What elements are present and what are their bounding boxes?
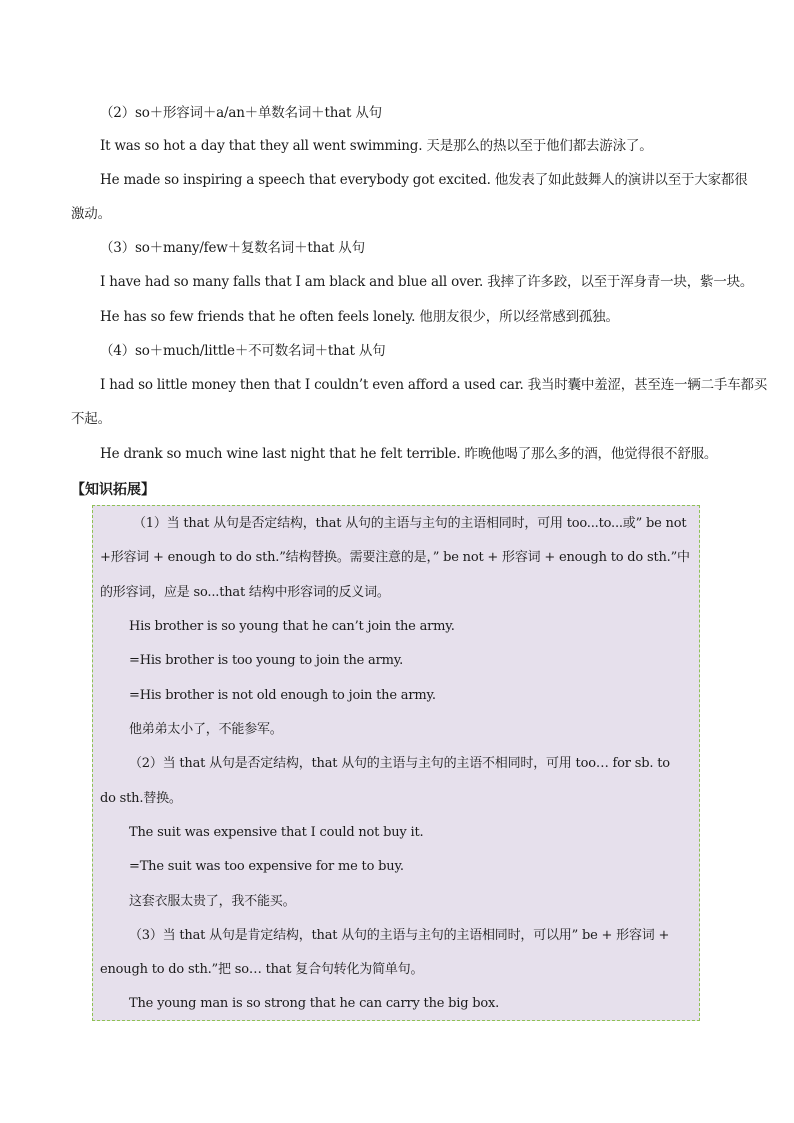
example-sentence: He made so inspiring a speech that everybody got excited. 他发表了如此鼓舞人的演讲以至于大家都很 <box>100 172 748 188</box>
example-sentence: I have had so many falls that I am black and blue all over. 我摔了许多跤，以至于浑身青一块，紫一块。 <box>100 274 754 290</box>
example-sentence: He has so few friends that he often feels lonely. 他朋友很少，所以经常感到孤独。 <box>100 309 619 325</box>
box-paragraph-3-cont: enough to do sth.”把 so… that 复合句转化为简单句。 <box>100 962 424 977</box>
box-example: The young man is so strong that he can carry the big box. <box>129 996 500 1011</box>
example-sentence: He drank so much wine last night that he felt terrible. 昨晚他喝了那么多的酒，他觉得很不舒服。 <box>100 446 718 462</box>
box-example: His brother is so young that he can’t join the army. <box>129 619 455 634</box>
box-example: =His brother is too young to join the army. <box>129 653 404 668</box>
box-paragraph-1-cont: 的形容词，应是 so...that 结构中形容词的反义词。 <box>100 585 390 600</box>
knowledge-extension-heading: 【知识拓展】 <box>71 482 155 498</box>
box-paragraph-1: （1）当 that 从句是否定结构，that 从句的主语与主句的主语相同时，可用 too...to...或” be not <box>133 516 687 531</box>
subheading-3: （3）so＋many/few＋复数名词＋that 从句 <box>100 240 365 256</box>
example-sentence-cont: 激动。 <box>71 206 111 222</box>
box-example: The suit was expensive that I could not buy it. <box>129 825 424 840</box>
box-example: =The suit was too expensive for me to buy. <box>129 859 404 874</box>
box-paragraph-2: （2）当 that 从句是否定结构，that 从句的主语与主句的主语不相同时，可用 too… for sb. to <box>129 756 670 771</box>
example-sentence-cont: 不起。 <box>71 411 111 427</box>
box-paragraph-2-cont: do sth.替换。 <box>100 791 182 806</box>
box-paragraph-3: （3）当 that 从句是肯定结构，that 从句的主语与主句的主语相同时，可以用” be + 形容词 + <box>129 928 670 943</box>
subheading-2: （2）so＋形容词＋a/an＋单数名词＋that 从句 <box>100 105 382 121</box>
box-example: =His brother is not old enough to join the army. <box>129 688 436 703</box>
example-sentence: It was so hot a day that they all went swimming. 天是那么的热以至于他们都去游泳了。 <box>100 138 653 154</box>
box-paragraph-1-cont: +形容词 + enough to do sth.”结构替换。需要注意的是，” be not + 形容词 + enough to do sth.”中 <box>100 550 690 565</box>
subheading-4: （4）so＋much/little＋不可数名词＋that 从句 <box>100 343 386 359</box>
box-example-translation: 他弟弟太小了，不能参军。 <box>129 722 283 737</box>
example-sentence: I had so little money then that I couldn’t even afford a used car. 我当时囊中羞涩，甚至连一辆二手车都买 <box>100 377 768 393</box>
knowledge-extension-box <box>92 505 700 1021</box>
box-example-translation: 这套衣服太贵了，我不能买。 <box>129 894 296 909</box>
